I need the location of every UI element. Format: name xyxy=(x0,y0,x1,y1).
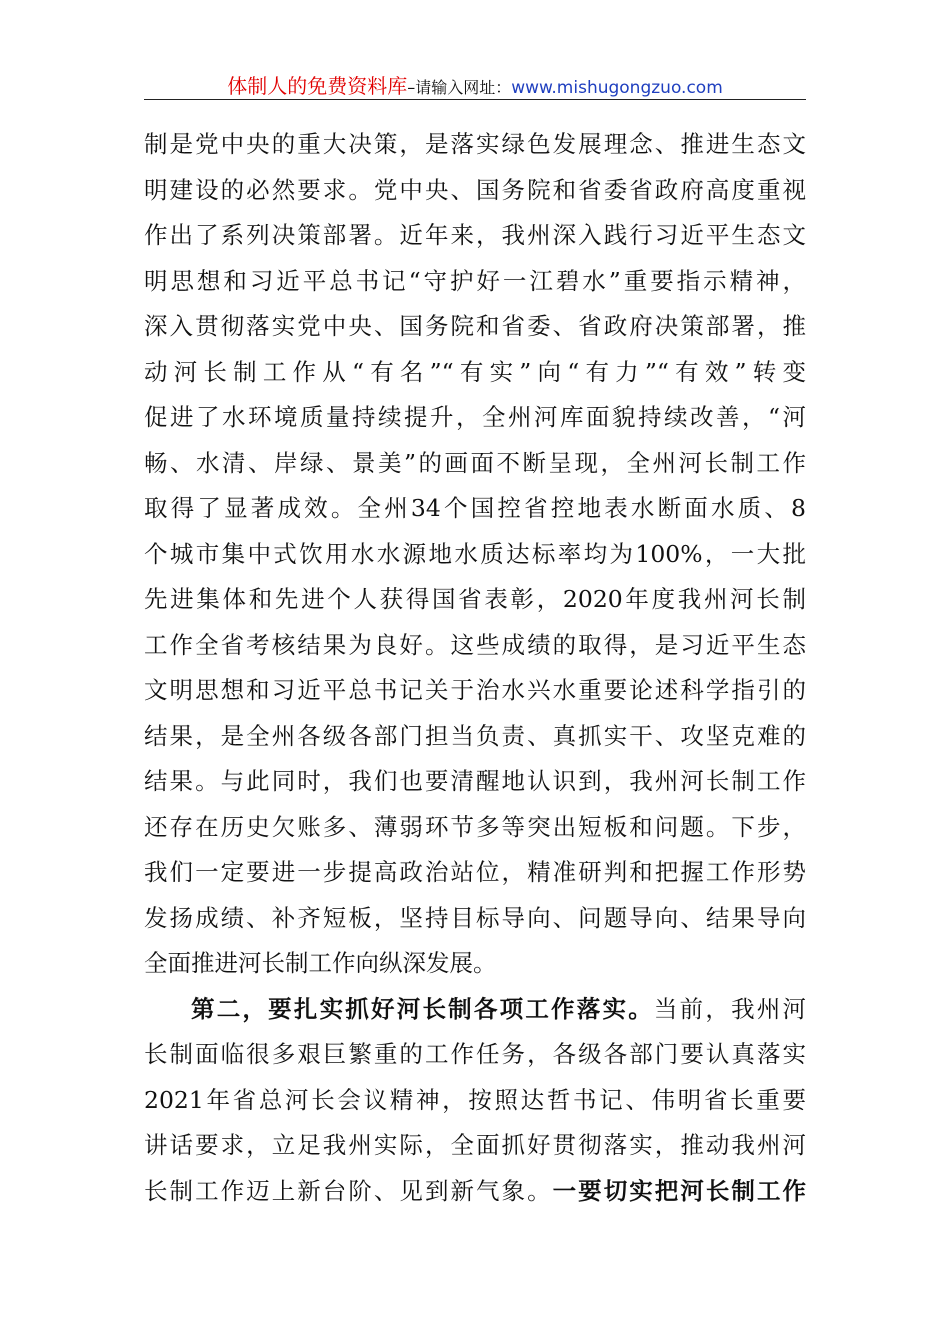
paragraph-2-heading: 第二，要扎实抓好河长制各项工作落实。 xyxy=(191,994,654,1023)
paragraph-1-line: 文明思想和习近平总书记关于治水兴水重要论述科学指引的 xyxy=(144,676,806,704)
header-url-link[interactable]: www.mishugongzuo.com xyxy=(511,78,723,98)
paragraph-1-line: 取得了显著成效。全州34个国控省控地表水断面水质、8 xyxy=(144,494,806,522)
paragraph-2-final-line-plain: 长制工作迈上新台阶、见到新气象。 xyxy=(144,1176,553,1205)
paragraph-2-first-line xyxy=(144,987,806,1033)
paragraph-1-line: 个城市集中式饮用水水源地水质达标率均为100%，一大批 xyxy=(144,539,806,568)
page-header xyxy=(144,70,806,100)
paragraph-1-line: 作出了系列决策部署。近年来，我州深入践行习近平生态文 xyxy=(144,221,806,249)
paragraph-1-line: 先进集体和先进个人获得国省表彰，2020年度我州河长制 xyxy=(144,585,806,613)
paragraph-1-line: 结果。与此同时，我们也要清醒地认识到，我州河长制工作 xyxy=(144,767,806,795)
paragraph-2-final-line-bold: 一要切实把河长制工作 xyxy=(552,1176,806,1205)
paragraph-2-first-line-rest: 当前，我州河 xyxy=(653,994,806,1023)
paragraph-1-line: 工作全省考核结果为良好。这些成绩的取得，是习近平生态 xyxy=(144,630,806,659)
header-divider xyxy=(144,99,806,100)
paragraph-1-line: 深入贯彻落实党中央、国务院和省委、省政府决策部署，推 xyxy=(144,312,806,340)
paragraph-1 xyxy=(144,122,806,987)
paragraph-1-line: 还存在历史欠账多、薄弱环节多等突出短板和问题。下步， xyxy=(144,812,806,841)
paragraph-2-line: 长制面临很多艰巨繁重的工作任务，各级各部门要认真落实 xyxy=(144,1040,806,1068)
paragraph-1-line: 动河长制工作从“有名”“有实”向“有力”“有效”转变 xyxy=(144,357,806,386)
paragraph-1-line: 全面推进河长制工作向纵深发展。 xyxy=(144,949,497,977)
paragraph-2-line: 讲话要求，立足我州实际，全面抓好贯彻落实，推动我州河 xyxy=(144,1131,806,1159)
header-brand-text: 体制人的免费资料库 xyxy=(227,74,408,98)
header-prompt-text: –请输入网址： xyxy=(407,78,512,97)
paragraph-1-line: 明建设的必然要求。党中央、国务院和省委省政府高度重视 xyxy=(144,175,806,204)
paragraph-1-line: 促进了水环境质量持续提升，全州河库面貌持续改善，“河 xyxy=(144,403,806,431)
document-body xyxy=(144,122,806,1214)
paragraph-1-line: 畅、水清、岸绿、景美”的画面不断呈现，全州河长制工作 xyxy=(144,448,806,477)
paragraph-1-line: 发扬成绩、补齐短板，坚持目标导向、问题导向、结果导向 xyxy=(144,903,806,932)
paragraph-1-line: 制是党中央的重大决策，是落实绿色发展理念、推进生态文 xyxy=(144,130,806,158)
paragraph-1-line: 明思想和习近平总书记“守护好一江碧水”重要指示精神， xyxy=(144,266,806,295)
paragraph-1-line: 结果，是全州各级各部门担当负责、真抓实干、攻坚克难的 xyxy=(144,721,806,750)
paragraph-2-lines xyxy=(144,1032,806,1169)
paragraph-1-line: 我们一定要进一步提高政治站位，精准研判和把握工作形势 xyxy=(144,858,806,886)
paragraph-2-line: 2021年省总河长会议精神，按照达哲书记、伟明省长重要 xyxy=(144,1085,806,1114)
paragraph-2 xyxy=(144,987,806,1215)
paragraph-2-final-line xyxy=(144,1169,806,1215)
